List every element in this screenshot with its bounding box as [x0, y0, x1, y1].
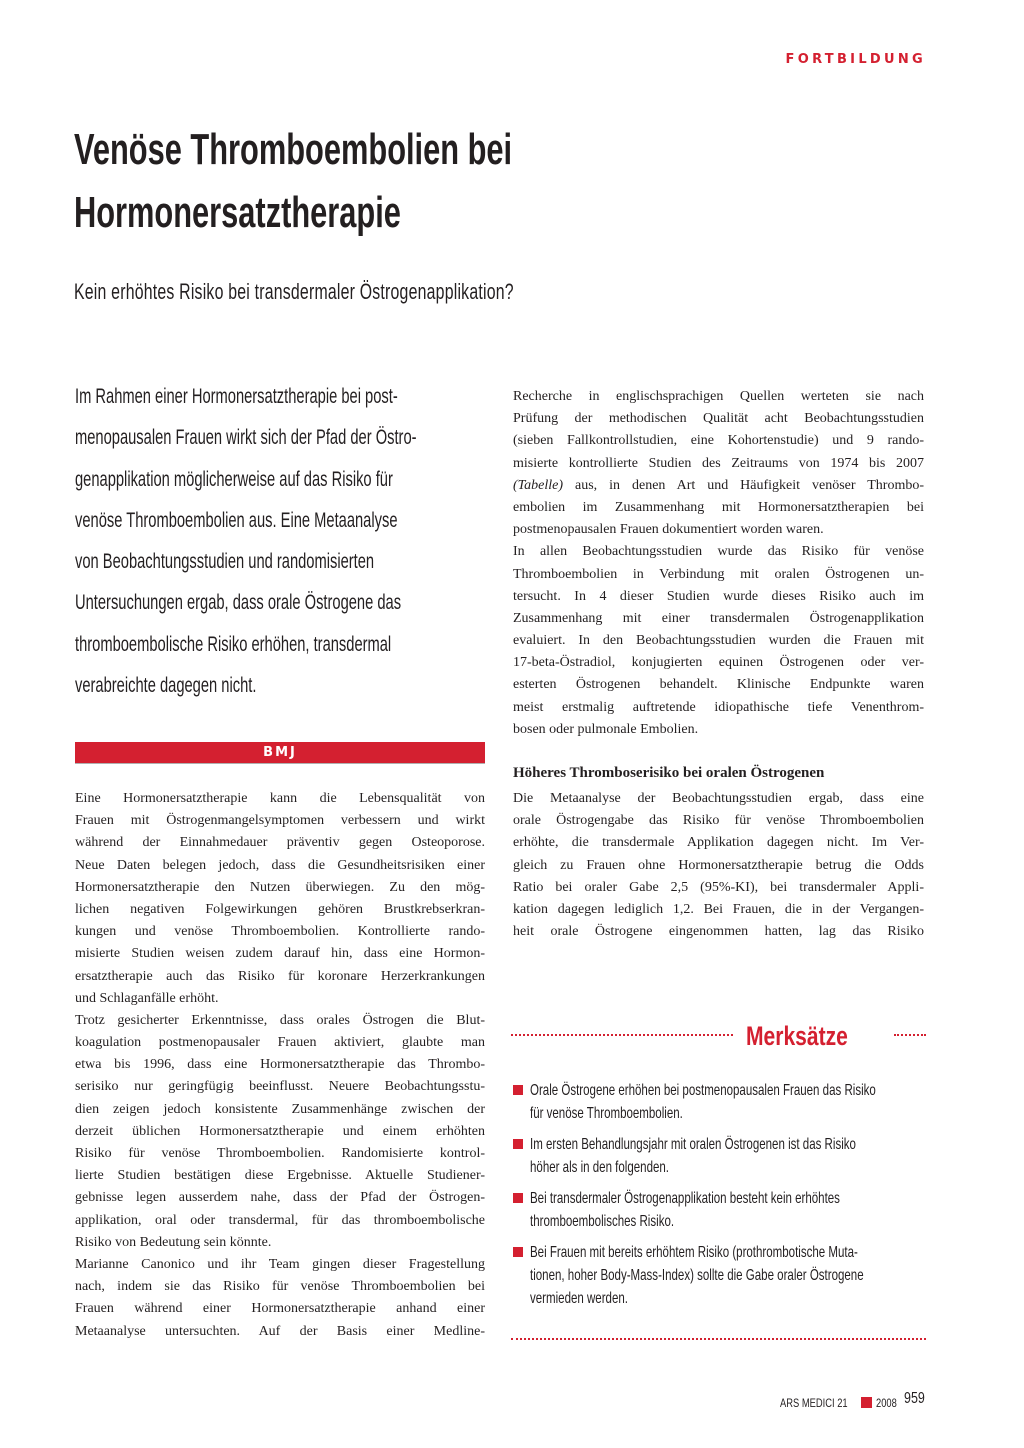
title-line: Hormonersatztherapie — [74, 188, 401, 237]
body-line: applikation, oral oder transdermal, für das thromboembolische — [75, 1212, 485, 1228]
body-line: und Schlaganfälle erhöht. — [75, 990, 219, 1006]
body-column-left — [75, 788, 485, 1343]
square-separator-icon — [861, 1397, 872, 1408]
body-line: während der Einnahmedauer präventiv gegen Osteoporose. — [75, 835, 485, 851]
body-line: Trotz gesicherter Erkenntnisse, dass orales Östrogen die Blut- — [75, 1012, 485, 1028]
merksatz-line: thromboembolisches Risiko. — [530, 1213, 675, 1230]
merksatz-line: für venöse Thromboembolien. — [530, 1105, 683, 1122]
body-column-right-continued — [513, 788, 924, 943]
body-line: gebnisse legen ausserdem nahe, dass der Pfad der Östrogen- — [75, 1190, 485, 1206]
body-line: lierte Studien bestätigen diese Ergebnisse. Aktuelle Studiener- — [75, 1168, 485, 1184]
section-subheading: Höheres Thromboserisiko bei oralen Östrogenen — [513, 765, 825, 781]
body-line-with-reference — [513, 475, 924, 497]
body-line: etwa bis 1996, dass eine Hormonersatztherapie das Thrombo- — [75, 1057, 485, 1073]
body-line: Thromboembolien in Verbindung mit oralen Östrogenen un- — [513, 566, 924, 582]
body-line: Metaanalyse untersuchten. Auf der Basis einer Medline- — [75, 1323, 485, 1339]
lead-line: Im Rahmen einer Hormonersatztherapie bei post- — [75, 385, 398, 408]
merksaetze-divider — [511, 1034, 733, 1036]
body-line: bosen oder pulmonale Embolien. — [513, 721, 699, 737]
body-line: misierte Studien weisen zudem darauf hin, dass eine Hormon- — [75, 946, 485, 962]
merksatz-line: Orale Östrogene erhöhen bei postmenopausalen Frauen das Risiko — [530, 1082, 876, 1099]
body-line: ersatztherapie auch das Risiko für koronare Herzerkrankungen — [75, 968, 485, 984]
body-line: In allen Beobachtungsstudien wurde das Risiko für venöse — [513, 544, 924, 560]
footer-journal: ARS MEDICI 21 — [780, 1396, 848, 1410]
lead-line: venöse Thromboembolien aus. Eine Metaanalyse — [75, 508, 398, 532]
article-title — [74, 118, 700, 244]
square-bullet-icon — [513, 1193, 523, 1203]
body-line: gleich zu Frauen ohne Hormonersatztherapie betrug die Odds — [513, 857, 924, 873]
lead-line: thromboembolische Risiko erhöhen, transdermal — [75, 632, 392, 656]
merksatz-line: Im ersten Behandlungsjahr mit oralen Östrogenen ist das Risiko — [530, 1136, 856, 1153]
body-line: kungen und venöse Thromboembolien. Kontrollierte rando- — [75, 924, 485, 940]
body-line: tersucht. In 4 dieser Studien wurde dieses Risiko auch im — [513, 588, 924, 604]
body-line: Recherche in englischsprachigen Quellen werteten sie nach — [513, 389, 924, 404]
body-line: Neue Daten belegen jedoch, dass die Gesundheitsrisiken einer — [75, 857, 485, 873]
body-line: Ratio bei oraler Gabe 2,5 (95%-KI), bei transdermaler Appli- — [513, 879, 924, 895]
body-line: Risiko für venöse Thromboembolien. Randomisierte kontrol- — [75, 1146, 485, 1161]
body-line: Prüfung der methodischen Qualität acht Beobachtungsstudien — [513, 411, 924, 427]
lead-paragraph — [75, 382, 563, 712]
square-bullet-icon — [513, 1085, 523, 1095]
body-line: erhöhte, die transdermale Applikation dagegen nicht. Im Ver- — [513, 835, 924, 851]
merksatz-line: tionen, hoher Body-Mass-Index) sollte die Gabe oraler Östrogene — [530, 1267, 864, 1284]
body-line: evaluiert. In den Beobachtungsstudien wurden die Frauen mit — [513, 633, 924, 649]
body-line: misierte kontrollierte Studien des Zeitraums von 1974 bis 2007 — [513, 455, 924, 471]
merksatz-line: Bei transdermaler Östrogenapplikation besteht kein erhöhtes — [530, 1190, 840, 1207]
lead-line: menopausalen Frauen wirkt sich der Pfad der Östro- — [75, 426, 417, 450]
lead-line: verabreichte dagegen nicht. — [75, 674, 257, 698]
body-line: nach, indem sie das Risiko für venöse Thromboembolien bei — [75, 1279, 485, 1295]
body-line: Marianne Canonico und ihr Team gingen dieser Fragestellung — [75, 1256, 485, 1272]
body-line: Hormonersatztherapie den Nutzen überwiegen. Zu den mög- — [75, 879, 485, 895]
body-line: Frauen während einer Hormonersatztherapie anhand einer — [75, 1301, 485, 1317]
square-bullet-icon — [513, 1247, 523, 1257]
body-line: dien zeigen jedoch konsistente Zusammenhänge zwischen der — [75, 1101, 485, 1117]
lead-line: genapplikation möglicherweise auf das Risiko für — [75, 467, 393, 491]
merksatz-line: vermieden werden. — [530, 1290, 628, 1307]
merksatz-line: höher als in den folgenden. — [530, 1159, 669, 1176]
body-line: serisiko nur geringfügig beeinflusst. Neuere Beobachtungsstu- — [75, 1079, 485, 1095]
body-line: postmenopausalen Frauen dokumentiert worden waren. — [513, 522, 824, 538]
title-line: Venöse Thromboembolien bei — [74, 125, 513, 174]
footer-year: 2008 — [875, 1396, 897, 1410]
body-line-text: aus, in denen Art und Häufigkeit venöser Thrombo- — [575, 477, 924, 493]
body-line: orale Östrogengabe das Risiko für venöse Thromboembolien — [513, 813, 924, 829]
source-label: BMJ — [263, 745, 297, 760]
body-line: Die Metaanalyse der Beobachtungsstudien ergab, dass eine — [513, 791, 924, 806]
merksaetze-divider — [894, 1034, 926, 1036]
body-line: esterten Östrogenen behandelt. Klinische Endpunkte waren — [513, 677, 924, 693]
body-line: kation dagegen lediglich 1,2. Bei Frauen, die in der Vergangen- — [513, 901, 924, 917]
body-line: Risiko von Bedeutung sein könnte. — [75, 1234, 272, 1250]
body-line: koagulation postmenopausaler Frauen aktiviert, glaubte man — [75, 1035, 485, 1051]
body-line: meist erstmalig auftretende idiopathische tiefe Venenthrom- — [513, 699, 924, 715]
section-label: FORTBILDUNG — [785, 52, 926, 67]
body-line: (sieben Fallkontrollstudien, eine Kohortenstudie) und 9 rando- — [513, 433, 924, 449]
lead-line: Untersuchungen ergab, dass orale Östrogene das — [75, 591, 402, 615]
merksatz-line: Bei Frauen mit bereits erhöhtem Risiko (prothrombotische Muta- — [530, 1244, 858, 1261]
table-reference[interactable]: (Tabelle) — [513, 477, 564, 493]
body-line: heit orale Östrogene eingenommen hatten, lag das Risiko — [513, 924, 924, 940]
square-bullet-icon — [513, 1139, 523, 1149]
page-number: 959 — [904, 1390, 925, 1407]
body-line: Zusammenhang mit einer transdermalen Östrogenapplikation — [513, 610, 924, 626]
body-line: lichen negativen Folgewirkungen gehören Brustkrebserkran- — [75, 901, 485, 917]
page-footer — [780, 1394, 902, 1414]
body-line: derzeit üblichen Hormonersatztherapie und einem erhöhten — [75, 1123, 485, 1139]
source-bar — [75, 742, 485, 764]
body-line: Eine Hormonersatztherapie kann die Lebensqualität von — [75, 791, 485, 806]
body-column-right — [513, 386, 924, 741]
merksaetze-divider — [511, 1338, 926, 1340]
body-line: Frauen mit Östrogenmangelsymptomen verbessern und wirkt — [75, 813, 485, 829]
body-line: embolien im Zusammenhang mit Hormonersatztherapien bei — [513, 499, 924, 515]
article-subtitle: Kein erhöhtes Risiko bei transdermaler Östrogenapplikation? — [74, 279, 514, 304]
body-line: 17-beta-Östradiol, konjugierten equinen Östrogenen oder ver- — [513, 655, 924, 671]
merksaetze-title: Merksätze — [746, 1021, 848, 1051]
lead-line: von Beobachtungsstudien und randomisierten — [75, 550, 375, 574]
